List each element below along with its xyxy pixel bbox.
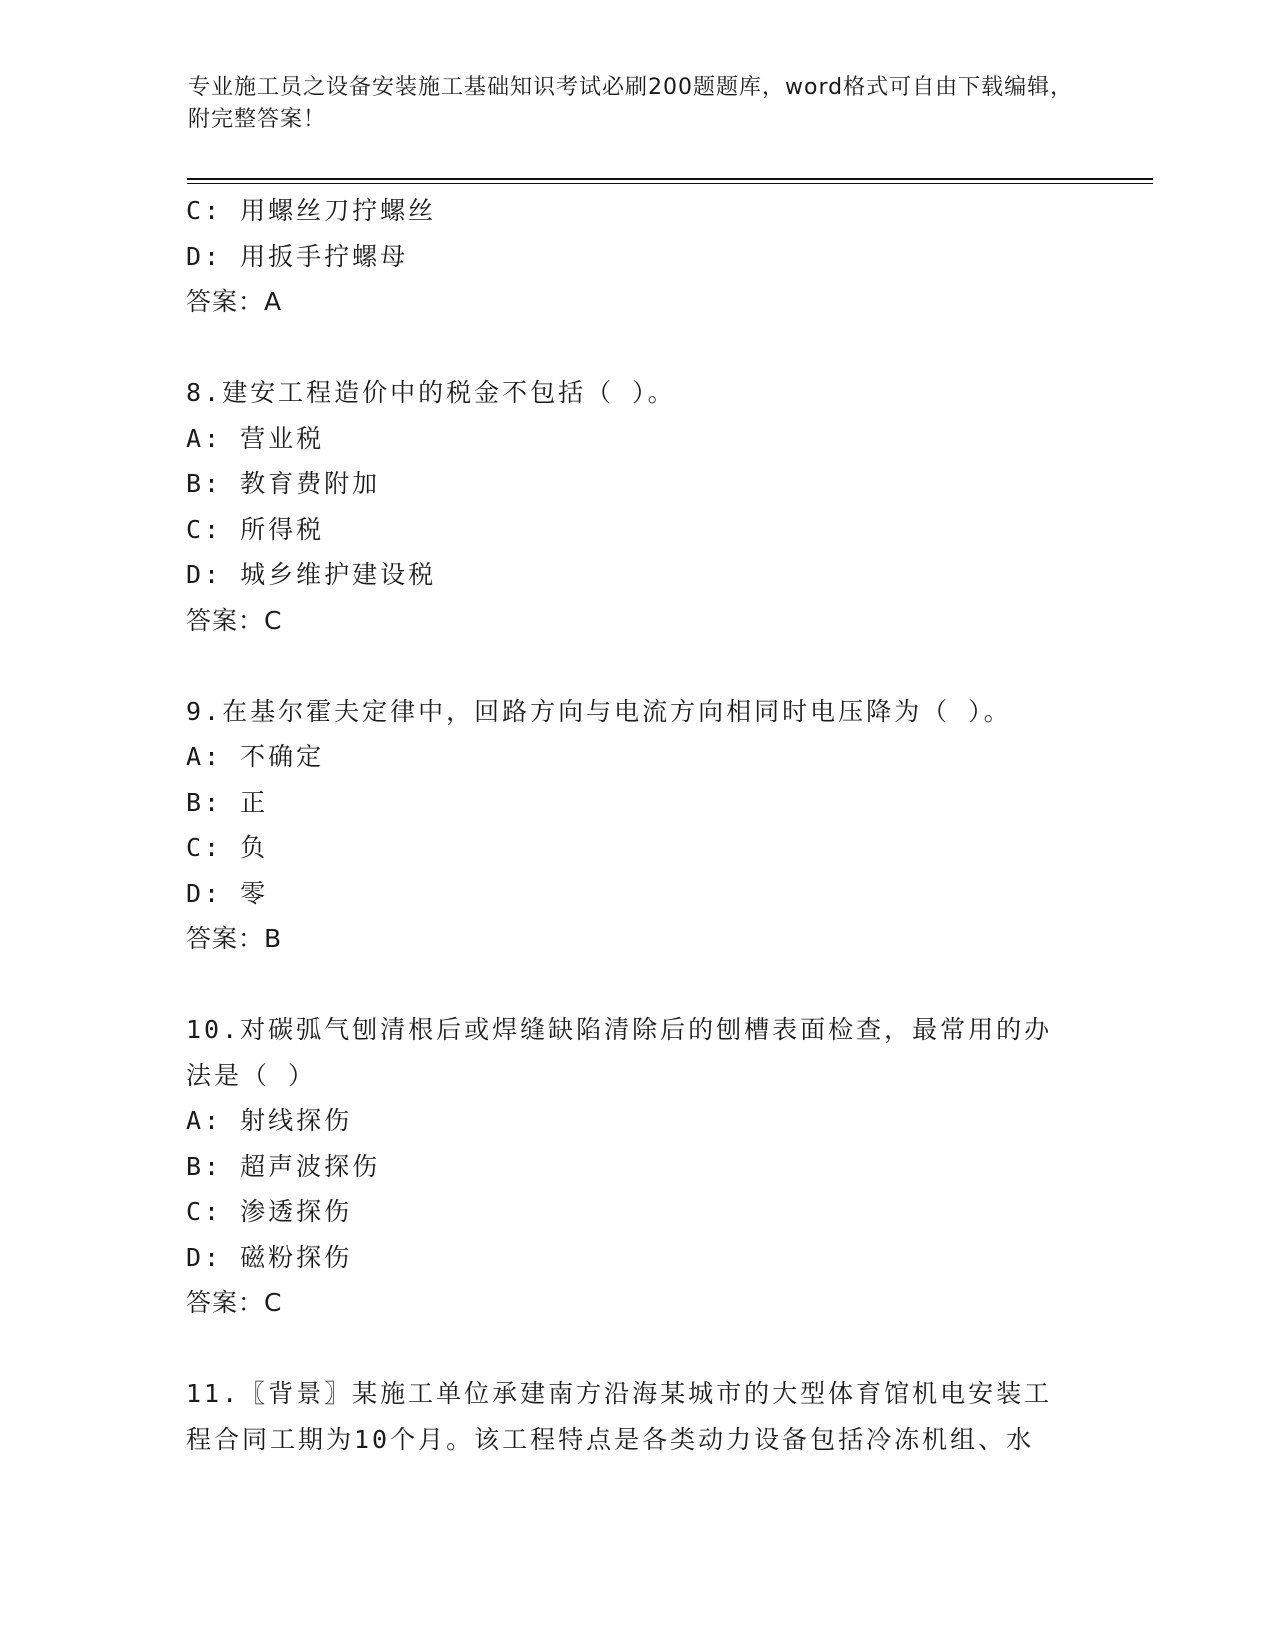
option-label: C: xyxy=(186,196,223,225)
option-line xyxy=(186,188,1086,234)
option-text: 所得税 xyxy=(240,514,325,544)
option-text: 超声波探伤 xyxy=(240,1151,381,1181)
page-header: 专业施工员之设备安装施工基础知识考试必刷200题题库，word格式可自由下载编辑，附完整答案！ xyxy=(188,75,1074,132)
question-stem: 9.在基尔霍夫定律中，回路方向与电流方向相同时电压降为（ ）。 xyxy=(186,696,1012,726)
option-line xyxy=(186,1189,1086,1235)
option-text: 磁粉探伤 xyxy=(240,1242,353,1272)
answer-line: 答案：C xyxy=(186,605,283,635)
option-text: 正 xyxy=(240,787,269,817)
option-line xyxy=(186,416,1086,462)
question-stem-line: 法是（ ） xyxy=(186,1060,317,1090)
option-line xyxy=(186,825,1086,871)
answer-line: 答案：A xyxy=(186,287,283,316)
option-label: B: xyxy=(186,1151,223,1181)
option-line xyxy=(186,461,1086,507)
option-text: 不确定 xyxy=(240,742,325,771)
option-label: D: xyxy=(186,1242,223,1272)
option-text: 渗透探伤 xyxy=(240,1197,353,1226)
option-label: C: xyxy=(186,1197,223,1226)
option-text: 用螺丝刀拧螺丝 xyxy=(240,196,437,225)
question-stem-line: 程合同工期为10个月。该工程特点是各类动力设备包括冷冻机组、水 xyxy=(186,1424,1035,1454)
spacer xyxy=(186,643,1086,689)
option-text: 零 xyxy=(240,878,269,908)
option-line xyxy=(186,871,1086,917)
question-content xyxy=(186,188,1086,1462)
header-rule-thick xyxy=(187,178,1153,180)
option-text: 负 xyxy=(240,833,269,862)
option-line xyxy=(186,1235,1086,1281)
option-line xyxy=(186,780,1086,826)
option-label: D: xyxy=(186,560,223,589)
option-line xyxy=(186,1098,1086,1144)
answer-line: 答案：B xyxy=(186,924,283,953)
option-label: A: xyxy=(186,742,223,771)
option-label: B: xyxy=(186,787,223,817)
option-text: 城乡维护建设税 xyxy=(240,560,437,589)
option-text: 用扳手拧螺母 xyxy=(240,241,409,271)
question-stem: 8.建安工程造价中的税金不包括（ ）。 xyxy=(186,378,676,407)
header-rule-thin xyxy=(187,183,1153,184)
spacer xyxy=(186,1326,1086,1372)
option-text: 射线探伤 xyxy=(240,1106,353,1135)
option-line xyxy=(186,1144,1086,1190)
option-line xyxy=(186,507,1086,553)
question-stem-line: 10.对碳弧气刨清根后或焊缝缺陷清除后的刨槽表面检查，最常用的办 xyxy=(186,1015,1053,1044)
question-stem-line: 11.〖背景〗某施工单位承建南方沿海某城市的大型体育馆机电安装工 xyxy=(186,1379,1053,1408)
option-line xyxy=(186,234,1086,280)
option-line xyxy=(186,552,1086,598)
option-text: 教育费附加 xyxy=(240,469,381,498)
option-label: A: xyxy=(186,423,223,453)
option-line xyxy=(186,734,1086,780)
option-label: D: xyxy=(186,878,223,908)
option-text: 营业税 xyxy=(240,423,325,453)
option-label: C: xyxy=(186,514,223,544)
option-label: A: xyxy=(186,1106,223,1135)
option-label: C: xyxy=(186,833,223,862)
option-label: B: xyxy=(186,469,223,498)
option-label: D: xyxy=(186,241,223,271)
spacer xyxy=(186,325,1086,371)
answer-line: 答案：C xyxy=(186,1288,283,1317)
spacer xyxy=(186,962,1086,1008)
